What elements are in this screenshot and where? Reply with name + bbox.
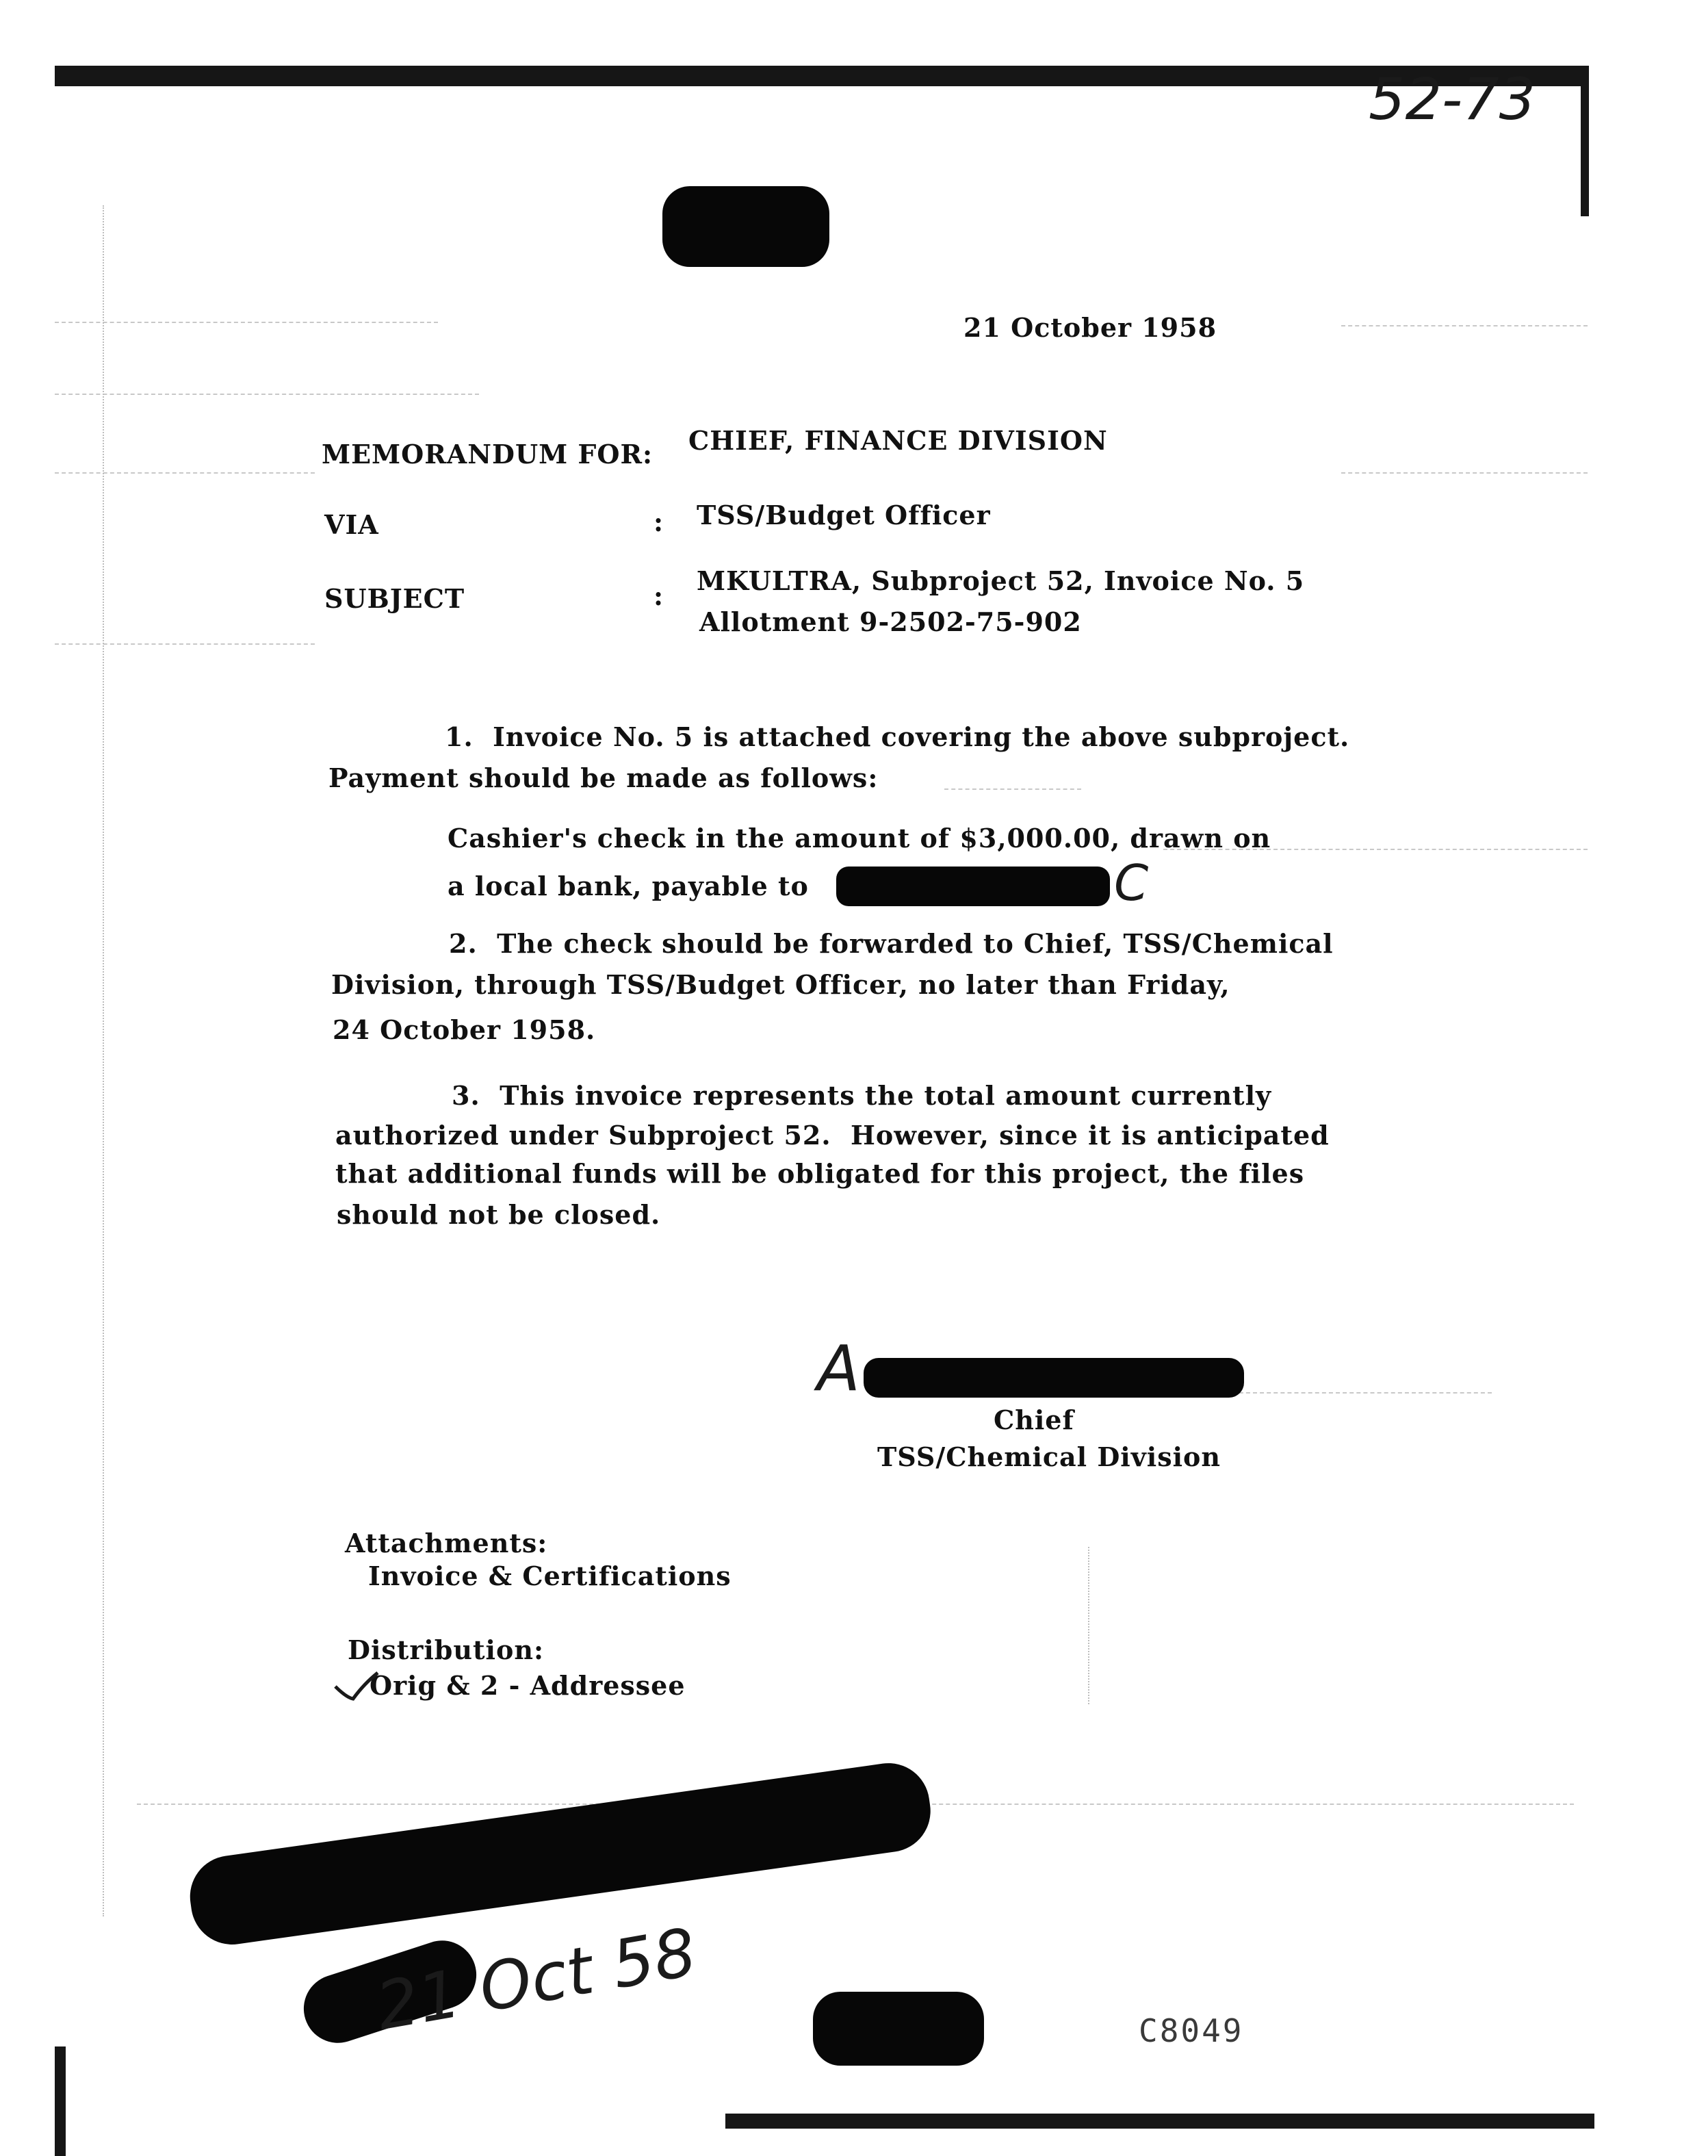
subject-line-1: MKULTRA, Subproject 52, Invoice No. 5	[697, 565, 1305, 596]
paragraph-3-line-1: 3. This invoice represents the total amount currently	[452, 1080, 1272, 1111]
scan-artifact	[1341, 325, 1588, 326]
paragraph-3-line-4: should not be closed.	[337, 1199, 661, 1230]
attachments-label: Attachments:	[345, 1528, 548, 1558]
paragraph-2-line-2: Division, through TSS/Budget Officer, no later than Friday,	[331, 969, 1230, 1000]
document-stamp-number: C8049	[1139, 2012, 1244, 2049]
via-colon: :	[654, 506, 664, 537]
scan-edge-bottom	[725, 2114, 1594, 2129]
paragraph-3-line-2: authorized under Subproject 52. However, since it is anticipated	[335, 1120, 1330, 1151]
scan-artifact	[55, 643, 315, 645]
handwritten-date-note: 21 Oct 58	[370, 1913, 702, 2046]
handwritten-initial-signature: A	[817, 1332, 860, 1405]
paragraph-1-line-2: Payment should be made as follows:	[328, 762, 879, 793]
handwritten-payee-mark: C	[1114, 854, 1149, 912]
redaction-payee	[836, 867, 1110, 906]
paragraph-2-line-1: 2. The check should be forwarded to Chief, TSS/Chemical	[449, 928, 1334, 959]
signature-division: TSS/Chemical Division	[877, 1441, 1221, 1472]
scan-artifact	[55, 472, 315, 474]
handwritten-file-number: 52-73	[1369, 66, 1536, 133]
distribution-value: Orig & 2 - Addressee	[370, 1670, 686, 1701]
scan-artifact	[944, 788, 1081, 790]
redaction-bottom-large	[185, 1758, 935, 1949]
check-line-2: a local bank, payable to	[448, 871, 809, 901]
redaction-block-top	[662, 186, 829, 267]
redaction-signature	[864, 1358, 1244, 1398]
via-value: TSS/Budget Officer	[697, 500, 991, 530]
memo-date: 21 October 1958	[963, 312, 1217, 343]
attachments-value: Invoice & Certifications	[368, 1561, 732, 1591]
memorandum-for-label: MEMORANDUM FOR:	[322, 439, 654, 470]
scan-artifact	[55, 322, 438, 323]
paragraph-2-line-3: 24 October 1958.	[333, 1014, 596, 1045]
via-label: VIA	[324, 509, 379, 540]
scan-edge-top	[55, 66, 1588, 86]
scan-artifact	[55, 394, 479, 395]
scan-edge-right	[1581, 66, 1589, 216]
redaction-bottom-small	[813, 1992, 984, 2066]
memorandum-for-value: CHIEF, FINANCE DIVISION	[688, 425, 1108, 456]
subject-line-2: Allotment 9-2502-75-902	[699, 606, 1082, 637]
check-line-1: Cashier's check in the amount of $3,000.00, drawn on	[448, 823, 1271, 854]
scan-artifact	[103, 205, 104, 1916]
signature-title: Chief	[994, 1404, 1074, 1435]
scan-artifact	[1088, 1547, 1089, 1704]
checkmark-icon	[333, 1670, 380, 1702]
subject-colon: :	[654, 580, 664, 611]
scan-edge-left	[55, 2046, 66, 2156]
distribution-label: Distribution:	[348, 1634, 544, 1665]
scan-artifact	[1341, 472, 1588, 474]
paragraph-3-line-3: that additional funds will be obligated for this project, the files	[335, 1158, 1305, 1189]
subject-label: SUBJECT	[324, 583, 465, 614]
paragraph-1-line-1: 1. Invoice No. 5 is attached covering the above subproject.	[445, 721, 1350, 752]
